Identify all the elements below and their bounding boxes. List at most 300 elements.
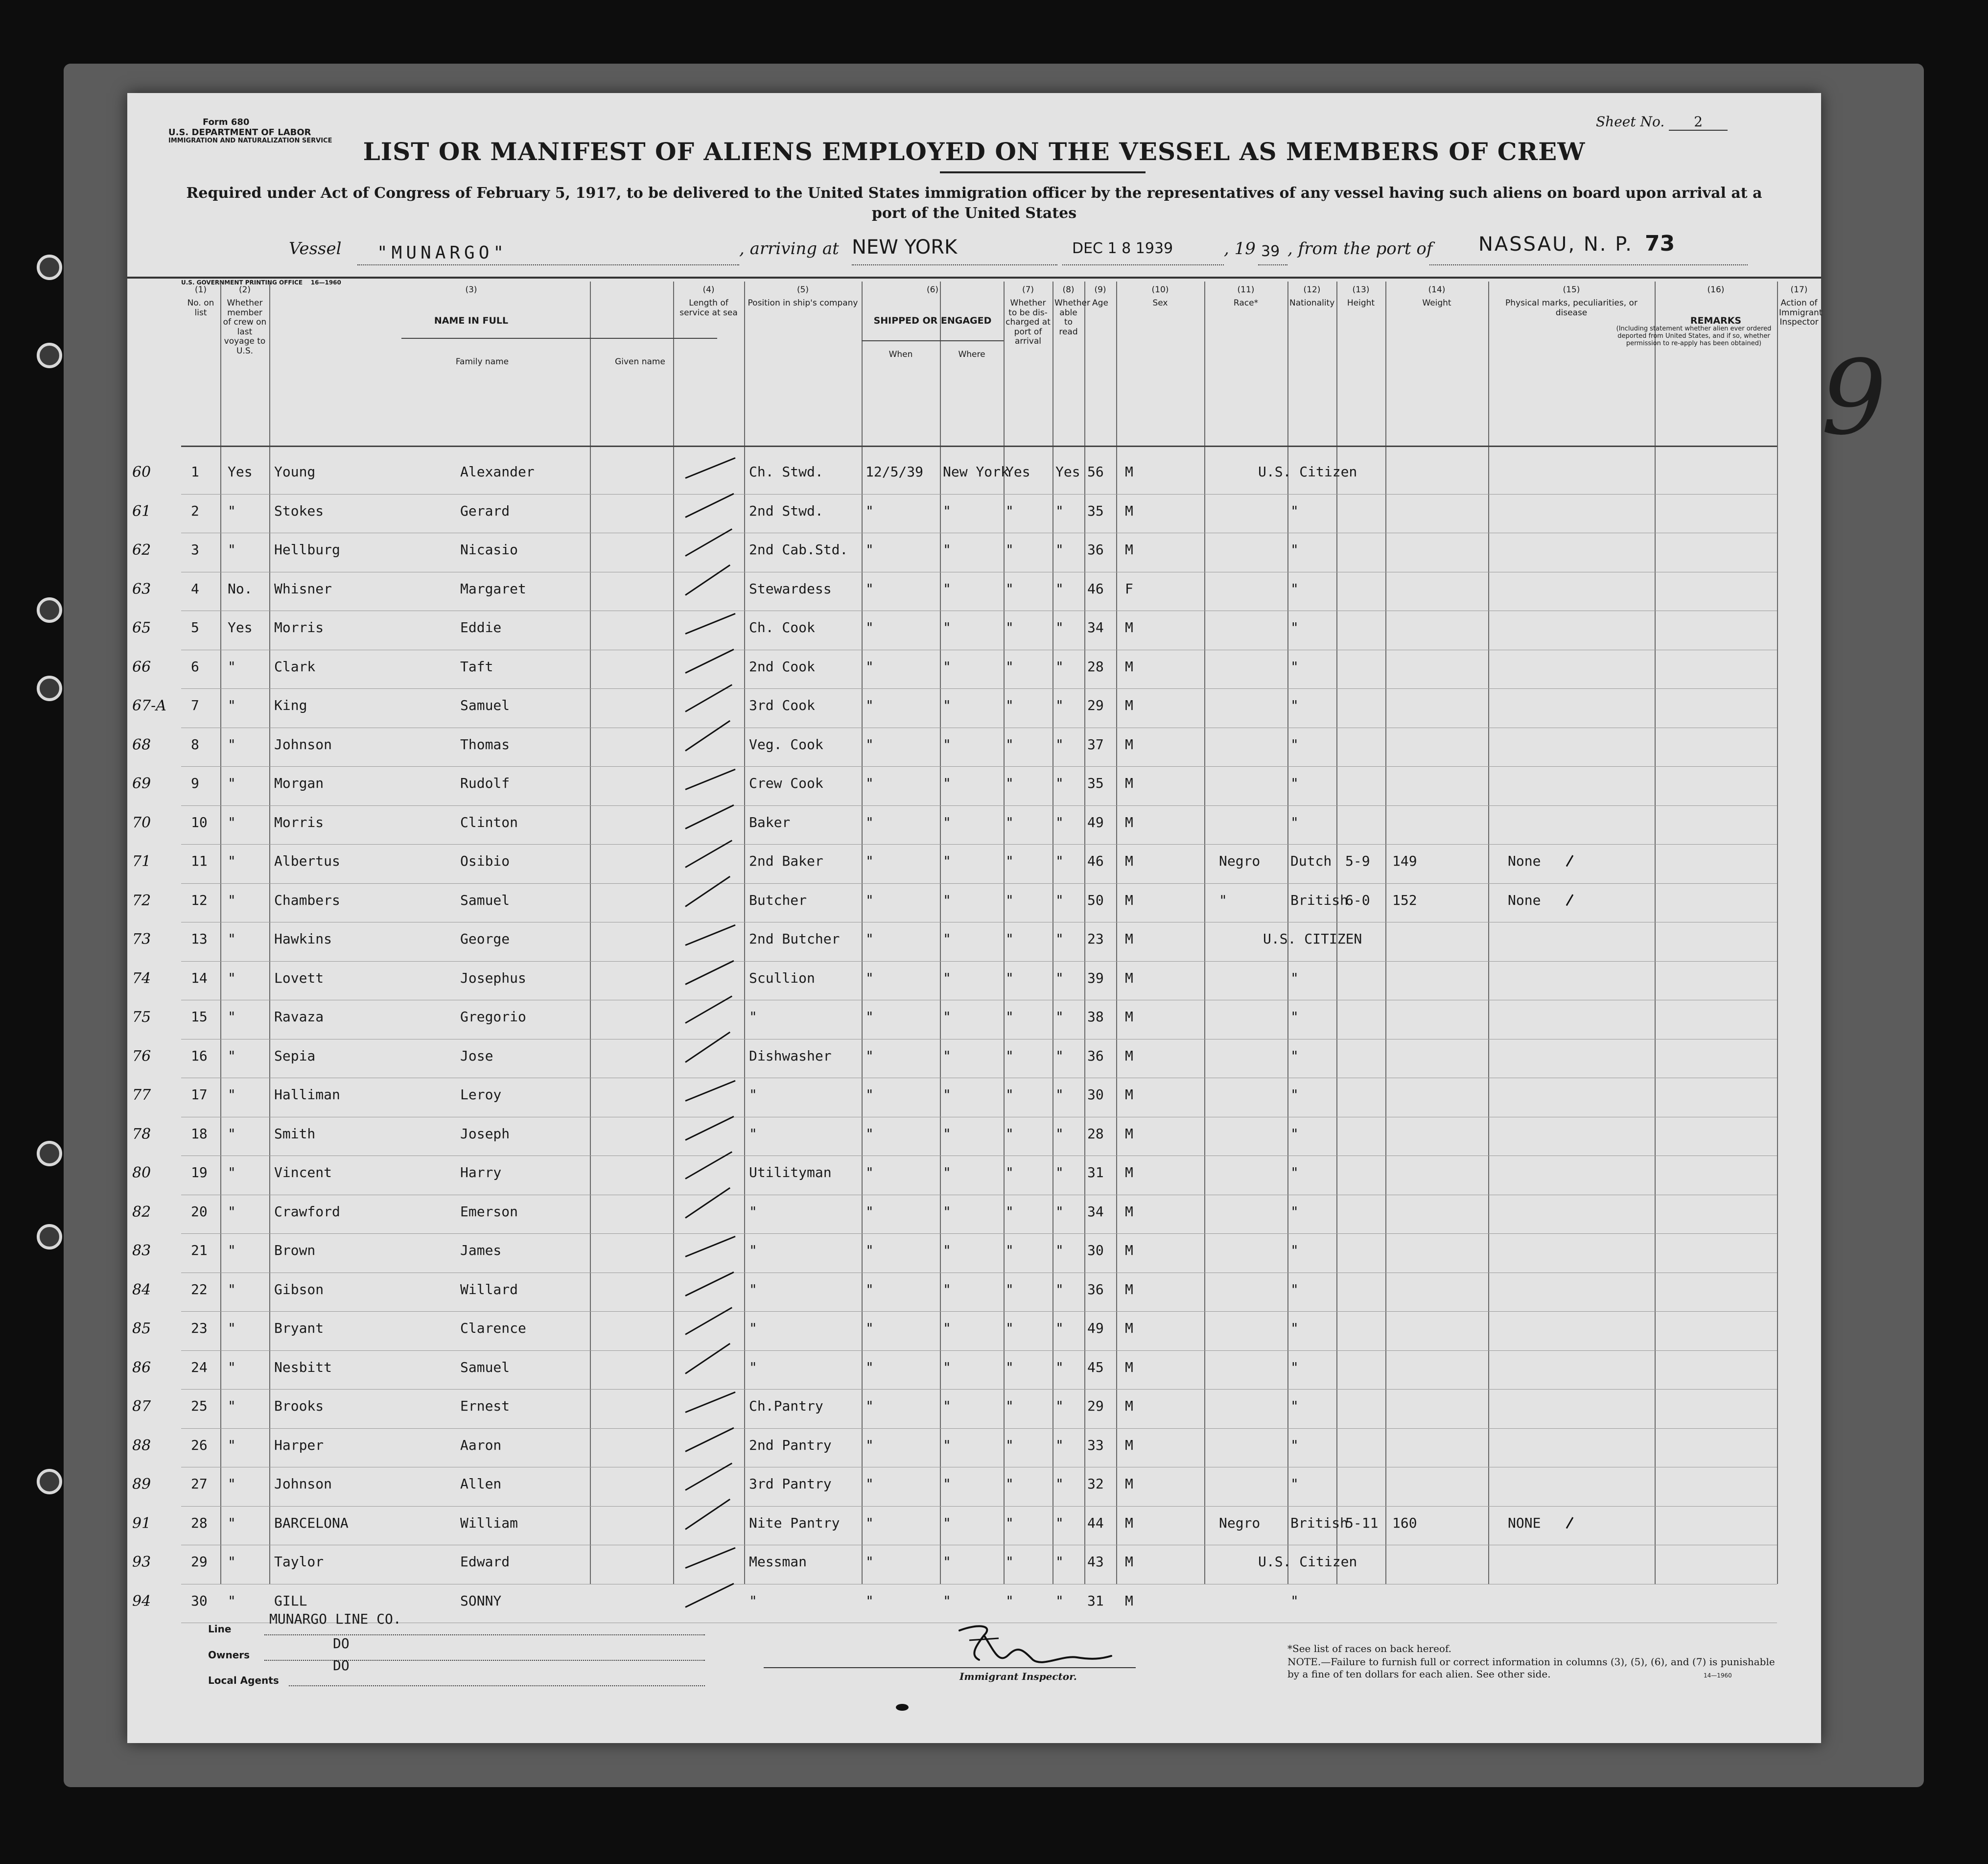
row-divider bbox=[181, 1233, 1777, 1234]
sheet-number-value: 2 bbox=[1669, 114, 1728, 131]
shipped-where: " bbox=[943, 1398, 951, 1414]
margin-row-number: 67-A bbox=[132, 697, 166, 714]
able-to-read: " bbox=[1055, 1281, 1064, 1298]
sex: M bbox=[1125, 1203, 1133, 1220]
margin-row-number: 69 bbox=[132, 775, 151, 792]
discharged: " bbox=[1006, 1164, 1014, 1180]
list-number: 30 bbox=[191, 1592, 208, 1609]
crew-member-status: " bbox=[228, 502, 236, 519]
line-label: Line bbox=[208, 1623, 232, 1635]
sex: M bbox=[1125, 931, 1133, 947]
crew-member-status: " bbox=[228, 1437, 236, 1453]
crew-member-status: " bbox=[228, 736, 236, 753]
nationality: " bbox=[1290, 1125, 1299, 1142]
row-divider bbox=[181, 1350, 1777, 1351]
sex: M bbox=[1125, 775, 1133, 791]
given-name: Margaret bbox=[460, 580, 526, 597]
service-tick-mark bbox=[685, 1080, 735, 1102]
given-name: Osibio bbox=[460, 853, 510, 869]
where-header: Where bbox=[958, 350, 985, 359]
vessel-field bbox=[357, 245, 739, 265]
margin-row-number: 89 bbox=[132, 1476, 151, 1493]
family-name: Brown bbox=[274, 1242, 316, 1258]
position: Ch.Pantry bbox=[749, 1398, 823, 1414]
list-number: 7 bbox=[191, 697, 199, 713]
column-header: NAME IN FULL bbox=[434, 315, 509, 326]
age: 49 bbox=[1087, 1320, 1104, 1336]
column-number: (17) bbox=[1790, 285, 1808, 295]
position: Ch. Cook bbox=[749, 619, 815, 636]
position: " bbox=[749, 1242, 757, 1258]
column-header: Height bbox=[1347, 298, 1375, 308]
sex: M bbox=[1125, 1320, 1133, 1336]
crew-member-status: " bbox=[228, 775, 236, 791]
able-to-read: " bbox=[1055, 1164, 1064, 1180]
given-name: George bbox=[460, 931, 510, 947]
shipped-when: " bbox=[865, 542, 874, 558]
position: 2nd Pantry bbox=[749, 1437, 832, 1453]
nationality: " bbox=[1290, 1047, 1299, 1064]
given-name: Clarence bbox=[460, 1320, 526, 1336]
column-divider bbox=[1488, 282, 1489, 1584]
margin-row-number: 63 bbox=[132, 580, 151, 598]
shipped-when: " bbox=[865, 1359, 874, 1375]
crew-member-status: " bbox=[228, 1281, 236, 1298]
position: Dishwasher bbox=[749, 1047, 832, 1064]
nationality: " bbox=[1290, 814, 1299, 830]
position: 2nd Cab.Std. bbox=[749, 542, 848, 558]
given-name: Edward bbox=[460, 1554, 510, 1570]
age: 37 bbox=[1087, 736, 1104, 753]
able-to-read: " bbox=[1055, 1009, 1064, 1025]
position: " bbox=[749, 1359, 757, 1375]
family-name-header: Family name bbox=[455, 357, 509, 367]
crew-member-status: " bbox=[228, 1592, 236, 1609]
height: 6-0 bbox=[1345, 892, 1370, 908]
family-name: Bryant bbox=[274, 1320, 324, 1336]
shipped-when: " bbox=[865, 619, 874, 636]
crew-member-status: " bbox=[228, 1398, 236, 1414]
owners-value: DO bbox=[333, 1635, 350, 1652]
sex: M bbox=[1125, 619, 1133, 636]
list-number: 23 bbox=[191, 1320, 208, 1336]
able-to-read: " bbox=[1055, 1047, 1064, 1064]
able-to-read: " bbox=[1055, 1125, 1064, 1142]
column-divider bbox=[1204, 282, 1205, 1584]
position: Scullion bbox=[749, 969, 815, 986]
column-header: Weight bbox=[1422, 298, 1451, 308]
list-number: 15 bbox=[191, 1009, 208, 1025]
print-code: 14—1960 bbox=[1704, 1672, 1732, 1679]
discharged: " bbox=[1006, 1047, 1014, 1064]
crew-member-status: " bbox=[228, 1125, 236, 1142]
shipped-where: " bbox=[943, 542, 951, 558]
margin-row-number: 60 bbox=[132, 464, 151, 481]
service-tick-mark bbox=[685, 1498, 730, 1530]
able-to-read: " bbox=[1055, 580, 1064, 597]
column-number: (4) bbox=[702, 285, 715, 295]
list-number: 6 bbox=[191, 658, 199, 675]
physical-marks: NONE bbox=[1508, 1514, 1541, 1531]
owners-field bbox=[264, 1650, 705, 1661]
nationality: British bbox=[1290, 1514, 1349, 1531]
column-number: (8) bbox=[1062, 285, 1075, 295]
given-name: Samuel bbox=[460, 697, 510, 713]
given-name: Ernest bbox=[460, 1398, 510, 1414]
margin-row-number: 77 bbox=[132, 1086, 151, 1104]
service-tick-mark bbox=[685, 648, 734, 673]
given-name: William bbox=[460, 1514, 518, 1531]
nationality: " bbox=[1290, 736, 1299, 753]
shipped-when: " bbox=[865, 1398, 874, 1414]
nationality: " bbox=[1290, 1592, 1299, 1609]
nationality: " bbox=[1290, 580, 1299, 597]
sex: M bbox=[1125, 542, 1133, 558]
margin-row-number: 94 bbox=[132, 1592, 151, 1610]
discharged: " bbox=[1006, 814, 1014, 830]
check-mark bbox=[1566, 855, 1574, 867]
age: 30 bbox=[1087, 1086, 1104, 1103]
family-name: GILL bbox=[274, 1592, 307, 1609]
list-number: 10 bbox=[191, 814, 208, 830]
given-name-header: Given name bbox=[615, 357, 665, 367]
shipped-when: " bbox=[865, 1476, 874, 1492]
family-name: Harper bbox=[274, 1437, 324, 1453]
family-name: Gibson bbox=[274, 1281, 324, 1298]
margin-row-number: 88 bbox=[132, 1437, 151, 1454]
position: " bbox=[749, 1320, 757, 1336]
sheet-number-label: Sheet No. bbox=[1596, 114, 1665, 130]
race: Negro bbox=[1219, 1514, 1261, 1531]
shipped-when: " bbox=[865, 1203, 874, 1220]
position: 3rd Pantry bbox=[749, 1476, 832, 1492]
shipped-where: " bbox=[943, 1592, 951, 1609]
row-divider bbox=[181, 1506, 1777, 1507]
given-name: SONNY bbox=[460, 1592, 502, 1609]
shipped-where: " bbox=[943, 1437, 951, 1453]
given-name: Thomas bbox=[460, 736, 510, 753]
row-divider bbox=[181, 805, 1777, 806]
discharged: " bbox=[1006, 658, 1014, 675]
nationality: " bbox=[1290, 1398, 1299, 1414]
shipped-when: " bbox=[865, 1281, 874, 1298]
margin-row-number: 91 bbox=[132, 1514, 151, 1532]
shipped-when: " bbox=[865, 1554, 874, 1570]
given-name: Gerard bbox=[460, 502, 510, 519]
shipped-when: " bbox=[865, 658, 874, 675]
sheet-number bbox=[1596, 114, 1728, 131]
crew-member-status: " bbox=[228, 1047, 236, 1064]
discharged: " bbox=[1006, 1009, 1014, 1025]
column-divider bbox=[862, 282, 863, 1584]
crew-member-status: " bbox=[228, 1009, 236, 1025]
discharged: " bbox=[1006, 619, 1014, 636]
sex: M bbox=[1125, 853, 1133, 869]
name-header-rule bbox=[401, 338, 717, 339]
ink-mark bbox=[896, 1704, 909, 1711]
age: 34 bbox=[1087, 619, 1104, 636]
position: 2nd Baker bbox=[749, 853, 823, 869]
form-number: Form 680 bbox=[203, 117, 250, 127]
sex: M bbox=[1125, 1047, 1133, 1064]
family-name: Crawford bbox=[274, 1203, 340, 1220]
able-to-read: " bbox=[1055, 853, 1064, 869]
crew-member-status: No. bbox=[228, 580, 253, 597]
shipped-when: " bbox=[865, 1047, 874, 1064]
row-divider bbox=[181, 688, 1777, 689]
margin-row-number: 61 bbox=[132, 502, 151, 520]
race: Negro bbox=[1219, 853, 1261, 869]
age: 33 bbox=[1087, 1437, 1104, 1453]
sex: M bbox=[1125, 1125, 1133, 1142]
nationality: " bbox=[1290, 1242, 1299, 1258]
given-name: Rudolf bbox=[460, 775, 510, 791]
column-divider bbox=[1655, 282, 1656, 1584]
family-name: Morris bbox=[274, 619, 324, 636]
family-name: Sepia bbox=[274, 1047, 316, 1064]
page-annotation-9: 9 bbox=[1821, 338, 1887, 458]
service-tick-mark bbox=[685, 1547, 735, 1569]
shipped-where: " bbox=[943, 853, 951, 869]
date-field bbox=[1062, 240, 1224, 265]
column-divider bbox=[1116, 282, 1117, 1584]
sex: M bbox=[1125, 658, 1133, 675]
margin-row-number: 62 bbox=[132, 542, 151, 559]
nationality: " bbox=[1290, 697, 1299, 713]
shipped-where: " bbox=[943, 580, 951, 597]
column-number: (16) bbox=[1707, 285, 1725, 295]
shipped-where: New York bbox=[943, 464, 1009, 480]
binder-ring bbox=[37, 1141, 62, 1166]
table-top-border bbox=[127, 277, 1821, 279]
crew-member-status: " bbox=[228, 542, 236, 558]
able-to-read: " bbox=[1055, 619, 1064, 636]
nationality: U.S. CITIZEN bbox=[1263, 931, 1362, 947]
when-header: When bbox=[889, 350, 913, 359]
able-to-read: " bbox=[1055, 892, 1064, 908]
family-name: BARCELONA bbox=[274, 1514, 349, 1531]
crew-member-status: " bbox=[228, 1203, 236, 1220]
list-number: 20 bbox=[191, 1203, 208, 1220]
service-name: IMMIGRATION AND NATURALIZATION SERVICE bbox=[168, 137, 332, 145]
nationality: " bbox=[1290, 502, 1299, 519]
vessel-label: Vessel bbox=[289, 239, 342, 259]
shipped-when: " bbox=[865, 502, 874, 519]
discharged: " bbox=[1006, 892, 1014, 908]
crew-member-status: " bbox=[228, 1554, 236, 1570]
nationality: British bbox=[1290, 892, 1349, 908]
shipped-where: " bbox=[943, 1514, 951, 1531]
discharged: " bbox=[1006, 1320, 1014, 1336]
column-divider bbox=[940, 282, 941, 1584]
margin-row-number: 84 bbox=[132, 1281, 151, 1298]
discharged: " bbox=[1006, 853, 1014, 869]
nationality: " bbox=[1290, 1009, 1299, 1025]
column-number: (12) bbox=[1303, 285, 1321, 295]
able-to-read: " bbox=[1055, 1592, 1064, 1609]
row-divider bbox=[181, 766, 1777, 767]
shipped-where: " bbox=[943, 1359, 951, 1375]
given-name: Gregorio bbox=[460, 1009, 526, 1025]
crew-member-status: " bbox=[228, 1359, 236, 1375]
margin-row-number: 80 bbox=[132, 1164, 151, 1181]
family-name: Morgan bbox=[274, 775, 324, 791]
shipped-where: " bbox=[943, 1047, 951, 1064]
position: " bbox=[749, 1592, 757, 1609]
column-divider bbox=[1777, 282, 1778, 1584]
able-to-read: " bbox=[1055, 736, 1064, 753]
age: 30 bbox=[1087, 1242, 1104, 1258]
crew-member-status: " bbox=[228, 1164, 236, 1180]
list-number: 13 bbox=[191, 931, 208, 947]
list-number: 26 bbox=[191, 1437, 208, 1453]
weight: 149 bbox=[1392, 853, 1417, 869]
shipped-when: 12/5/39 bbox=[865, 464, 924, 480]
column-divider bbox=[220, 282, 221, 1584]
shipped-where: " bbox=[943, 775, 951, 791]
sex: M bbox=[1125, 502, 1133, 519]
crew-member-status: Yes bbox=[228, 464, 253, 480]
discharged: " bbox=[1006, 1125, 1014, 1142]
list-number: 16 bbox=[191, 1047, 208, 1064]
list-number: 5 bbox=[191, 619, 199, 636]
list-number: 28 bbox=[191, 1514, 208, 1531]
sex: M bbox=[1125, 1592, 1133, 1609]
row-divider bbox=[181, 1428, 1777, 1429]
nationality: " bbox=[1290, 1281, 1299, 1298]
position: Veg. Cook bbox=[749, 736, 823, 753]
shipped-when: " bbox=[865, 775, 874, 791]
age: 35 bbox=[1087, 775, 1104, 791]
discharged: " bbox=[1006, 1592, 1014, 1609]
column-header: No. on list bbox=[187, 298, 214, 318]
binder-ring bbox=[37, 597, 62, 623]
family-name: Hellburg bbox=[274, 542, 340, 558]
age: 34 bbox=[1087, 1203, 1104, 1220]
age: 44 bbox=[1087, 1514, 1104, 1531]
family-name: Johnson bbox=[274, 736, 332, 753]
family-name: Albertus bbox=[274, 853, 340, 869]
sex: M bbox=[1125, 1164, 1133, 1180]
position: " bbox=[749, 1086, 757, 1103]
column-number: (5) bbox=[796, 285, 809, 295]
service-tick-mark bbox=[685, 493, 734, 518]
margin-row-number: 65 bbox=[132, 619, 151, 637]
column-number: (10) bbox=[1151, 285, 1169, 295]
service-tick-mark bbox=[685, 564, 730, 595]
column-header: Position in ship's company bbox=[748, 298, 858, 308]
service-tick-mark bbox=[685, 1343, 730, 1374]
service-tick-mark bbox=[685, 1115, 734, 1140]
discharged: " bbox=[1006, 1476, 1014, 1492]
given-name: Josephus bbox=[460, 969, 526, 986]
age: 31 bbox=[1087, 1164, 1104, 1180]
age: 39 bbox=[1087, 969, 1104, 986]
column-header: Whether member of crew on last voyage to U.S. bbox=[223, 298, 267, 356]
sex: M bbox=[1125, 464, 1133, 480]
age: 49 bbox=[1087, 814, 1104, 830]
given-name: Taft bbox=[460, 658, 493, 675]
shipped-when: " bbox=[865, 736, 874, 753]
given-name: Harry bbox=[460, 1164, 502, 1180]
shipped-when: " bbox=[865, 1164, 874, 1180]
given-name: Alexander bbox=[460, 464, 535, 480]
service-tick-mark bbox=[685, 769, 735, 790]
able-to-read: " bbox=[1055, 1242, 1064, 1258]
shipped-when: " bbox=[865, 814, 874, 830]
shipped-where: " bbox=[943, 1320, 951, 1336]
sex: M bbox=[1125, 814, 1133, 830]
column-number: (3) bbox=[465, 285, 477, 295]
given-name: Nicasio bbox=[460, 542, 518, 558]
given-name: Aaron bbox=[460, 1437, 502, 1453]
shipped-where: " bbox=[943, 814, 951, 830]
able-to-read: " bbox=[1055, 931, 1064, 947]
shipped-where: " bbox=[943, 619, 951, 636]
shipped-when: " bbox=[865, 1242, 874, 1258]
able-to-read: " bbox=[1055, 697, 1064, 713]
row-divider bbox=[181, 1311, 1777, 1312]
service-tick-mark bbox=[685, 875, 730, 907]
margin-row-number: 87 bbox=[132, 1398, 151, 1415]
discharged: " bbox=[1006, 1437, 1014, 1453]
age: 31 bbox=[1087, 1592, 1104, 1609]
races-note: *See list of races on back hereof. bbox=[1287, 1643, 1452, 1654]
row-divider bbox=[181, 883, 1777, 884]
family-name: Hawkins bbox=[274, 931, 332, 947]
column-number: (14) bbox=[1428, 285, 1446, 295]
list-number: 8 bbox=[191, 736, 199, 753]
shipped-when: " bbox=[865, 931, 874, 947]
binder-ring bbox=[37, 1224, 62, 1250]
weight: 160 bbox=[1392, 1514, 1417, 1531]
sex: M bbox=[1125, 1437, 1133, 1453]
service-tick-mark bbox=[685, 1187, 730, 1218]
able-to-read: " bbox=[1055, 1437, 1064, 1453]
shipped-when: " bbox=[865, 1437, 874, 1453]
list-number: 27 bbox=[191, 1476, 208, 1492]
able-to-read: " bbox=[1055, 502, 1064, 519]
discharged: " bbox=[1006, 1086, 1014, 1103]
family-name: Chambers bbox=[274, 892, 340, 908]
position: Ch. Stwd. bbox=[749, 464, 823, 480]
printing-office: U.S. GOVERNMENT PRINTING OFFICE 16—1960 bbox=[181, 279, 341, 286]
able-to-read: " bbox=[1055, 969, 1064, 986]
physical-marks: None bbox=[1508, 892, 1541, 908]
page-number: 73 bbox=[1645, 231, 1675, 256]
column-header: Whether to be dis-charged at port of arrival bbox=[1006, 298, 1051, 347]
arrival-date: DEC 1 8 1939 bbox=[1072, 240, 1173, 257]
discharged: " bbox=[1006, 1242, 1014, 1258]
age: 28 bbox=[1087, 658, 1104, 675]
column-number: (6) bbox=[926, 285, 939, 295]
sex: M bbox=[1125, 1242, 1133, 1258]
column-divider bbox=[673, 282, 674, 1584]
shipped-where: " bbox=[943, 658, 951, 675]
column-divider bbox=[269, 282, 270, 1584]
position: Nite Pantry bbox=[749, 1514, 840, 1531]
year-field bbox=[1258, 245, 1287, 265]
able-to-read: " bbox=[1055, 1514, 1064, 1531]
service-tick-mark bbox=[685, 1031, 730, 1062]
age: 38 bbox=[1087, 1009, 1104, 1025]
crew-member-status: " bbox=[228, 1514, 236, 1531]
family-name: Ravaza bbox=[274, 1009, 324, 1025]
from-port: NASSAU, N. P. bbox=[1478, 233, 1633, 256]
row-divider bbox=[181, 494, 1777, 495]
margin-row-number: 82 bbox=[132, 1203, 151, 1221]
family-name: Whisner bbox=[274, 580, 332, 597]
